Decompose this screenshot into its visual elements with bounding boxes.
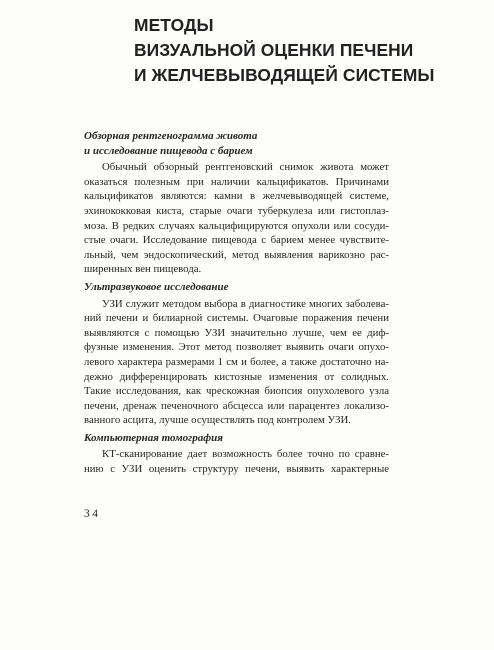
text-line: Такие исследования, как чрескожная биопсия опухолевого узла	[84, 385, 389, 398]
text-line: выявляются с помощью УЗИ значительно лучше, чем ее диф-	[84, 326, 389, 339]
text-line: печени, дренаж печеночного абсцесса или парацентез локализо-	[84, 399, 389, 412]
text-line: кальцификатов являются: камни в желчевыводящей системе,	[84, 190, 389, 203]
page-number: 34	[84, 508, 101, 520]
text-line: ванного асцита, лучше осуществлять под контролем УЗИ.	[84, 414, 351, 427]
text-line: УЗИ служит методом выбора в диагностике многих заболева-	[102, 297, 389, 310]
text-line: Обычный обзорный рентгеновский снимок живота может	[102, 161, 389, 174]
text-line: оказаться полезным при наличии кальцификатов. Причинами	[84, 175, 389, 188]
section-heading	[84, 280, 389, 295]
section-heading-line: и исследование пищевода с барием	[84, 144, 253, 157]
section-heading-line: Ультразвуковое исследование	[84, 280, 229, 293]
text-line: КТ-сканирование дает возможность более точно по сравне-	[102, 448, 389, 461]
text-line: фузные изменения. Этот метод позволяет выявить очаги опухо-	[84, 341, 389, 354]
text-line: моза. В редких случаях кальцифицируются опухоли или сосуди-	[84, 219, 389, 232]
section-heading-line: Компьютерная томография	[84, 431, 223, 444]
chapter-title-line: И ЖЕЛЧЕВЫВОДЯЩЕЙ СИСТЕМЫ	[134, 65, 435, 85]
section-heading	[84, 129, 389, 158]
text-line: ширенных вен пищевода.	[84, 263, 202, 276]
text-line: левого характера размерами 1 см и более, а также достаточно на-	[84, 355, 389, 368]
chapter-title	[134, 13, 464, 88]
paragraph	[84, 160, 389, 277]
text-line: эхинококковая киста, старые очаги туберкулеза или гистоплаз-	[84, 204, 389, 217]
text-line: дежно дифференцировать кистозные изменения от солидных.	[84, 370, 389, 383]
text-line: ний печени и билиарной системы. Очаговые поражения печени	[84, 312, 389, 325]
chapter-title-line: ВИЗУАЛЬНОЙ ОЦЕНКИ ПЕЧЕНИ	[134, 40, 414, 60]
text-line: льный, чем эндоскопический, метод выявления варикозно рас-	[84, 248, 389, 261]
text-line: нию с УЗИ оценить структуру печени, выявить характерные	[84, 463, 389, 476]
section-heading-line: Обзорная рентгенограмма живота	[84, 130, 258, 142]
text-line: стые очаги. Исследование пищевода с барием менее чувствите-	[84, 234, 389, 247]
page-content	[84, 129, 389, 477]
section-heading	[84, 431, 389, 446]
paragraph	[84, 297, 389, 428]
paragraph	[84, 447, 389, 476]
chapter-title-line: МЕТОДЫ	[134, 15, 214, 35]
